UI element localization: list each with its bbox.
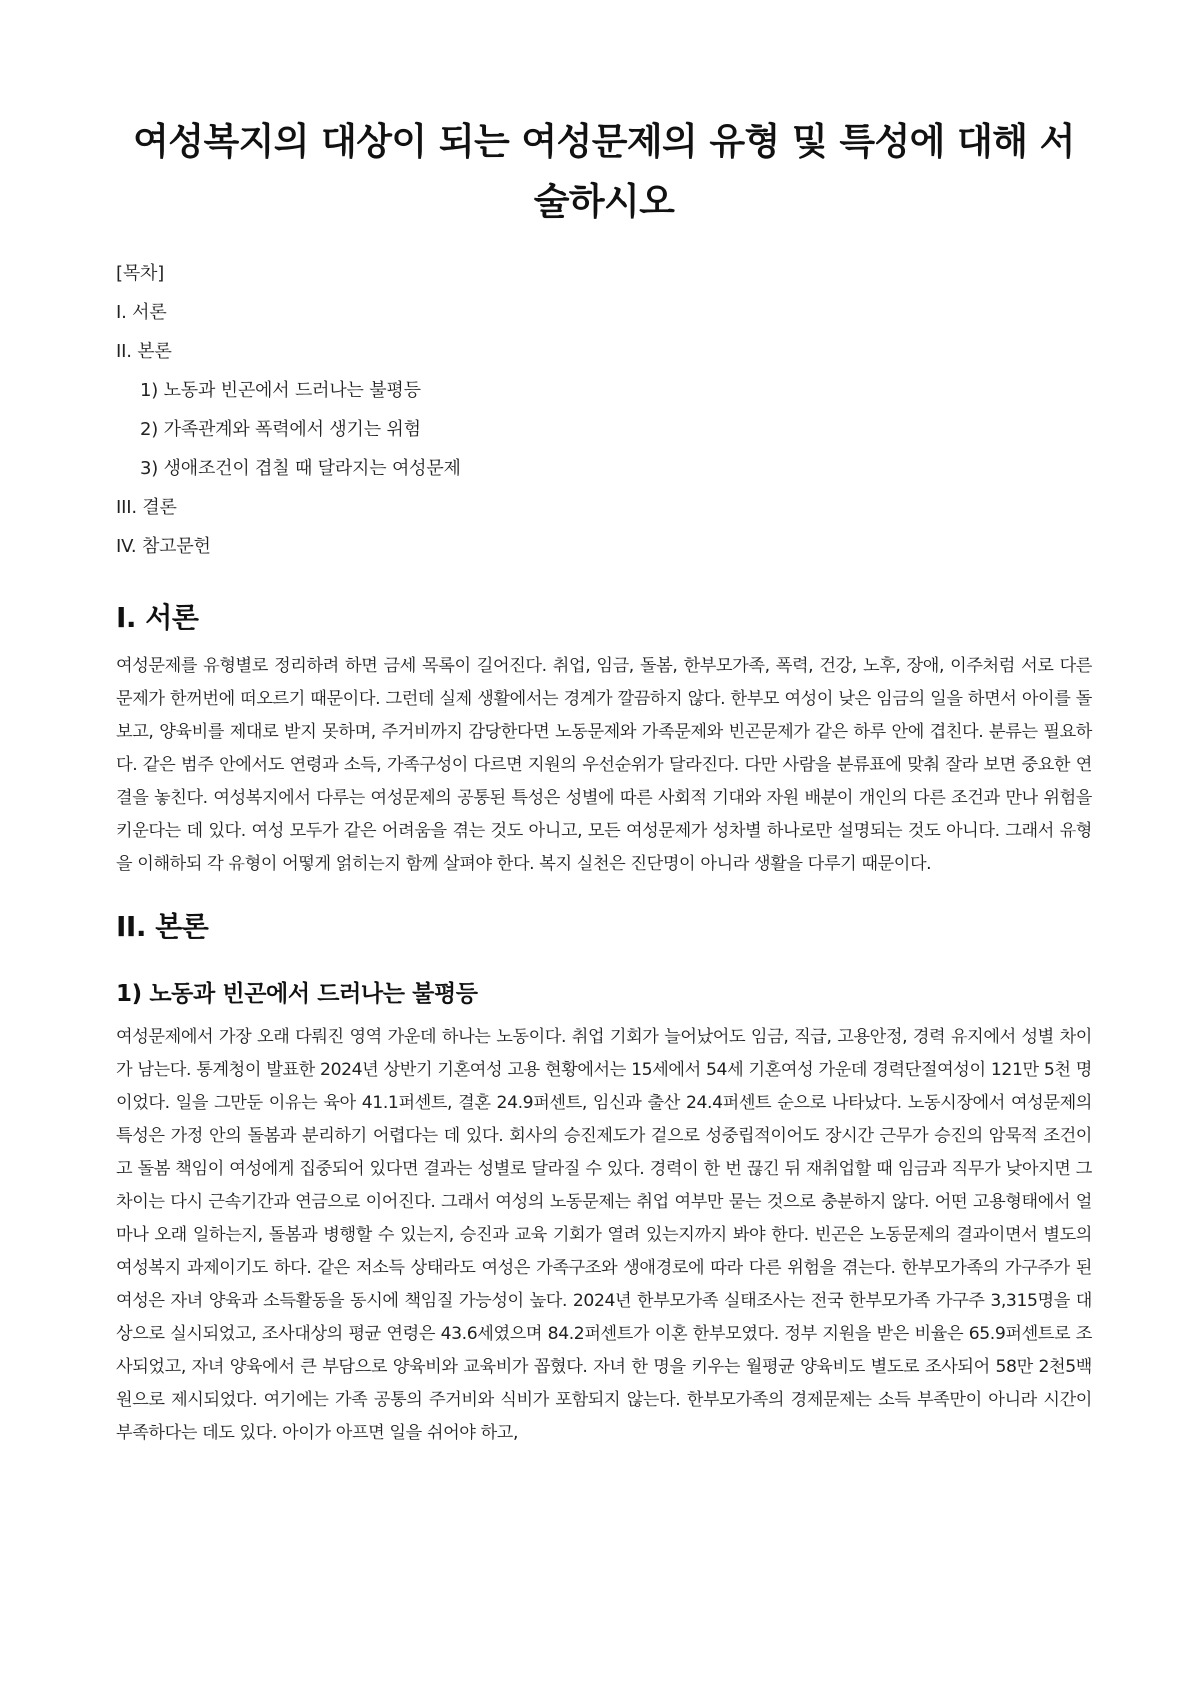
toc-item-body-2: 2) 가족관계와 폭력에서 생기는 위험	[140, 419, 421, 440]
intro-paragraph: 여성문제를 유형별로 정리하려 하면 금세 목록이 길어진다. 취업, 임금, 돌봄, 한부모가족, 폭력, 건강, 노후, 장애, 이주처럼 서로 다른 문제가 한꺼번에 떠오르기 때문이다. 그런데 실제 생활에서는 경계가 깔끔하지 않다. 한부모 여성이 낮은 임금의 일을 하면서 아이를 돌보고, 양육비를 제대로 받지 못하며, 주거비까지 감당한다면 노동문제와 가족문제와 빈곤문제가 같은 하루 안에 겹친다. 분류는 필요하다. 같은 범주 안에서도 연령과 소득, 가족구성이 다르면 지원의 우선순위가 달라진다. 다만 사람을 분류표에 맞춰 잘라 보면 중요한 연결을 놓친다. 여성복지에서 다루는 여성문제의 공통된 특성은 성별에 따른 사회적 기대와 자원 배분이 개인의 다른 조건과 만나 위험을 키운다는 데 있다. 여성 모두가 같은 어려움을 겪는 것도 아니고, 모든 여성문제가 성차별 하나로만 설명되는 것도 아니다. 그래서 유형을 이해하되 각 유형이 어떻게 얽히는지 함께 살펴야 한다. 복지 실천은 진단명이 아니라 생활을 다루기 때문이다.	[116, 656, 1092, 874]
toc-item-body-3: 3) 생애조건이 겹칠 때 달라지는 여성문제	[140, 458, 461, 479]
toc-heading: [목차]	[116, 263, 165, 284]
document-title: 여성복지의 대상이 되는 여성문제의 유형 및 특성에 대해 서술하시오	[133, 120, 1075, 223]
labor-poverty-paragraph: 여성문제에서 가장 오래 다뤄진 영역 가운데 하나는 노동이다. 취업 기회가 늘어났어도 임금, 직급, 고용안정, 경력 유지에서 성별 차이가 남는다. 통계청이 발표한 2024년 상반기 기혼여성 고용 현황에서는 15세에서 54세 기혼여성 가운데 경력단절여성이 121만 5천 명이었다. 일을 그만둔 이유는 육아 41.1퍼센트, 결혼 24.9퍼센트, 임신과 출산 24.4퍼센트 순으로 나타났다. 노동시장에서 여성문제의 특성은 가정 안의 돌봄과 분리하기 어렵다는 데 있다. 회사의 승진제도가 겉으로 성중립적이어도 장시간 근무가 승진의 암묵적 조건이고 돌봄 책임이 여성에게 집중되어 있다면 결과는 성별로 달라질 수 있다. 경력이 한 번 끊긴 뒤 재취업할 때 임금과 직무가 낮아지면 그 차이는 다시 근속기간과 연금으로 이어진다. 그래서 여성의 노동문제는 취업 여부만 묻는 것으로 충분하지 않다. 어떤 고용형태에서 얼마나 오래 일하는지, 돌봄과 병행할 수 있는지, 승진과 교육 기회가 열려 있는지까지 봐야 한다. 빈곤은 노동문제의 결과이면서 별도의 여성복지 과제이기도 하다. 같은 저소득 상태라도 여성은 가족구조와 생애경로에 따라 다른 위험을 겪는다. 한부모가족의 가구주가 된 여성은 자녀 양육과 소득활동을 동시에 책임질 가능성이 높다. 2024년 한부모가족 실태조사는 전국 한부모가족 가구주 3,315명을 대상으로 실시되었고, 조사대상의 평균 연령은 43.6세였으며 84.2퍼센트가 이혼 한부모였다. 정부 지원을 받은 비율은 65.9퍼센트로 조사되었고, 자녀 양육에서 큰 부담으로 양육비와 교육비가 꼽혔다. 자녀 한 명을 키우는 월평균 양육비도 별도로 조사되어 58만 2천5백 원으로 제시되었다. 여기에는 가족 공통의 주거비와 식비가 포함되지 않는다. 한부모가족의 경제문제는 소득 부족만이 아니라 시간이 부족하다는 데도 있다. 아이가 아프면 일을 쉬어야 하고,	[116, 1027, 1092, 1443]
toc-item-body: II. 본론	[116, 341, 172, 362]
toc-item-conclusion: III. 결론	[116, 497, 177, 518]
table-of-contents	[116, 254, 1092, 566]
toc-item-intro: I. 서론	[116, 302, 167, 323]
toc-item-references: IV. 참고문헌	[116, 536, 211, 557]
toc-item-body-1: 1) 노동과 빈곤에서 드러나는 불평등	[140, 380, 421, 401]
section-heading-intro: I. 서론	[116, 601, 199, 634]
subsection-heading-labor-poverty: 1) 노동과 빈곤에서 드러나는 불평등	[116, 981, 478, 1007]
section-heading-body: II. 본론	[116, 910, 209, 943]
